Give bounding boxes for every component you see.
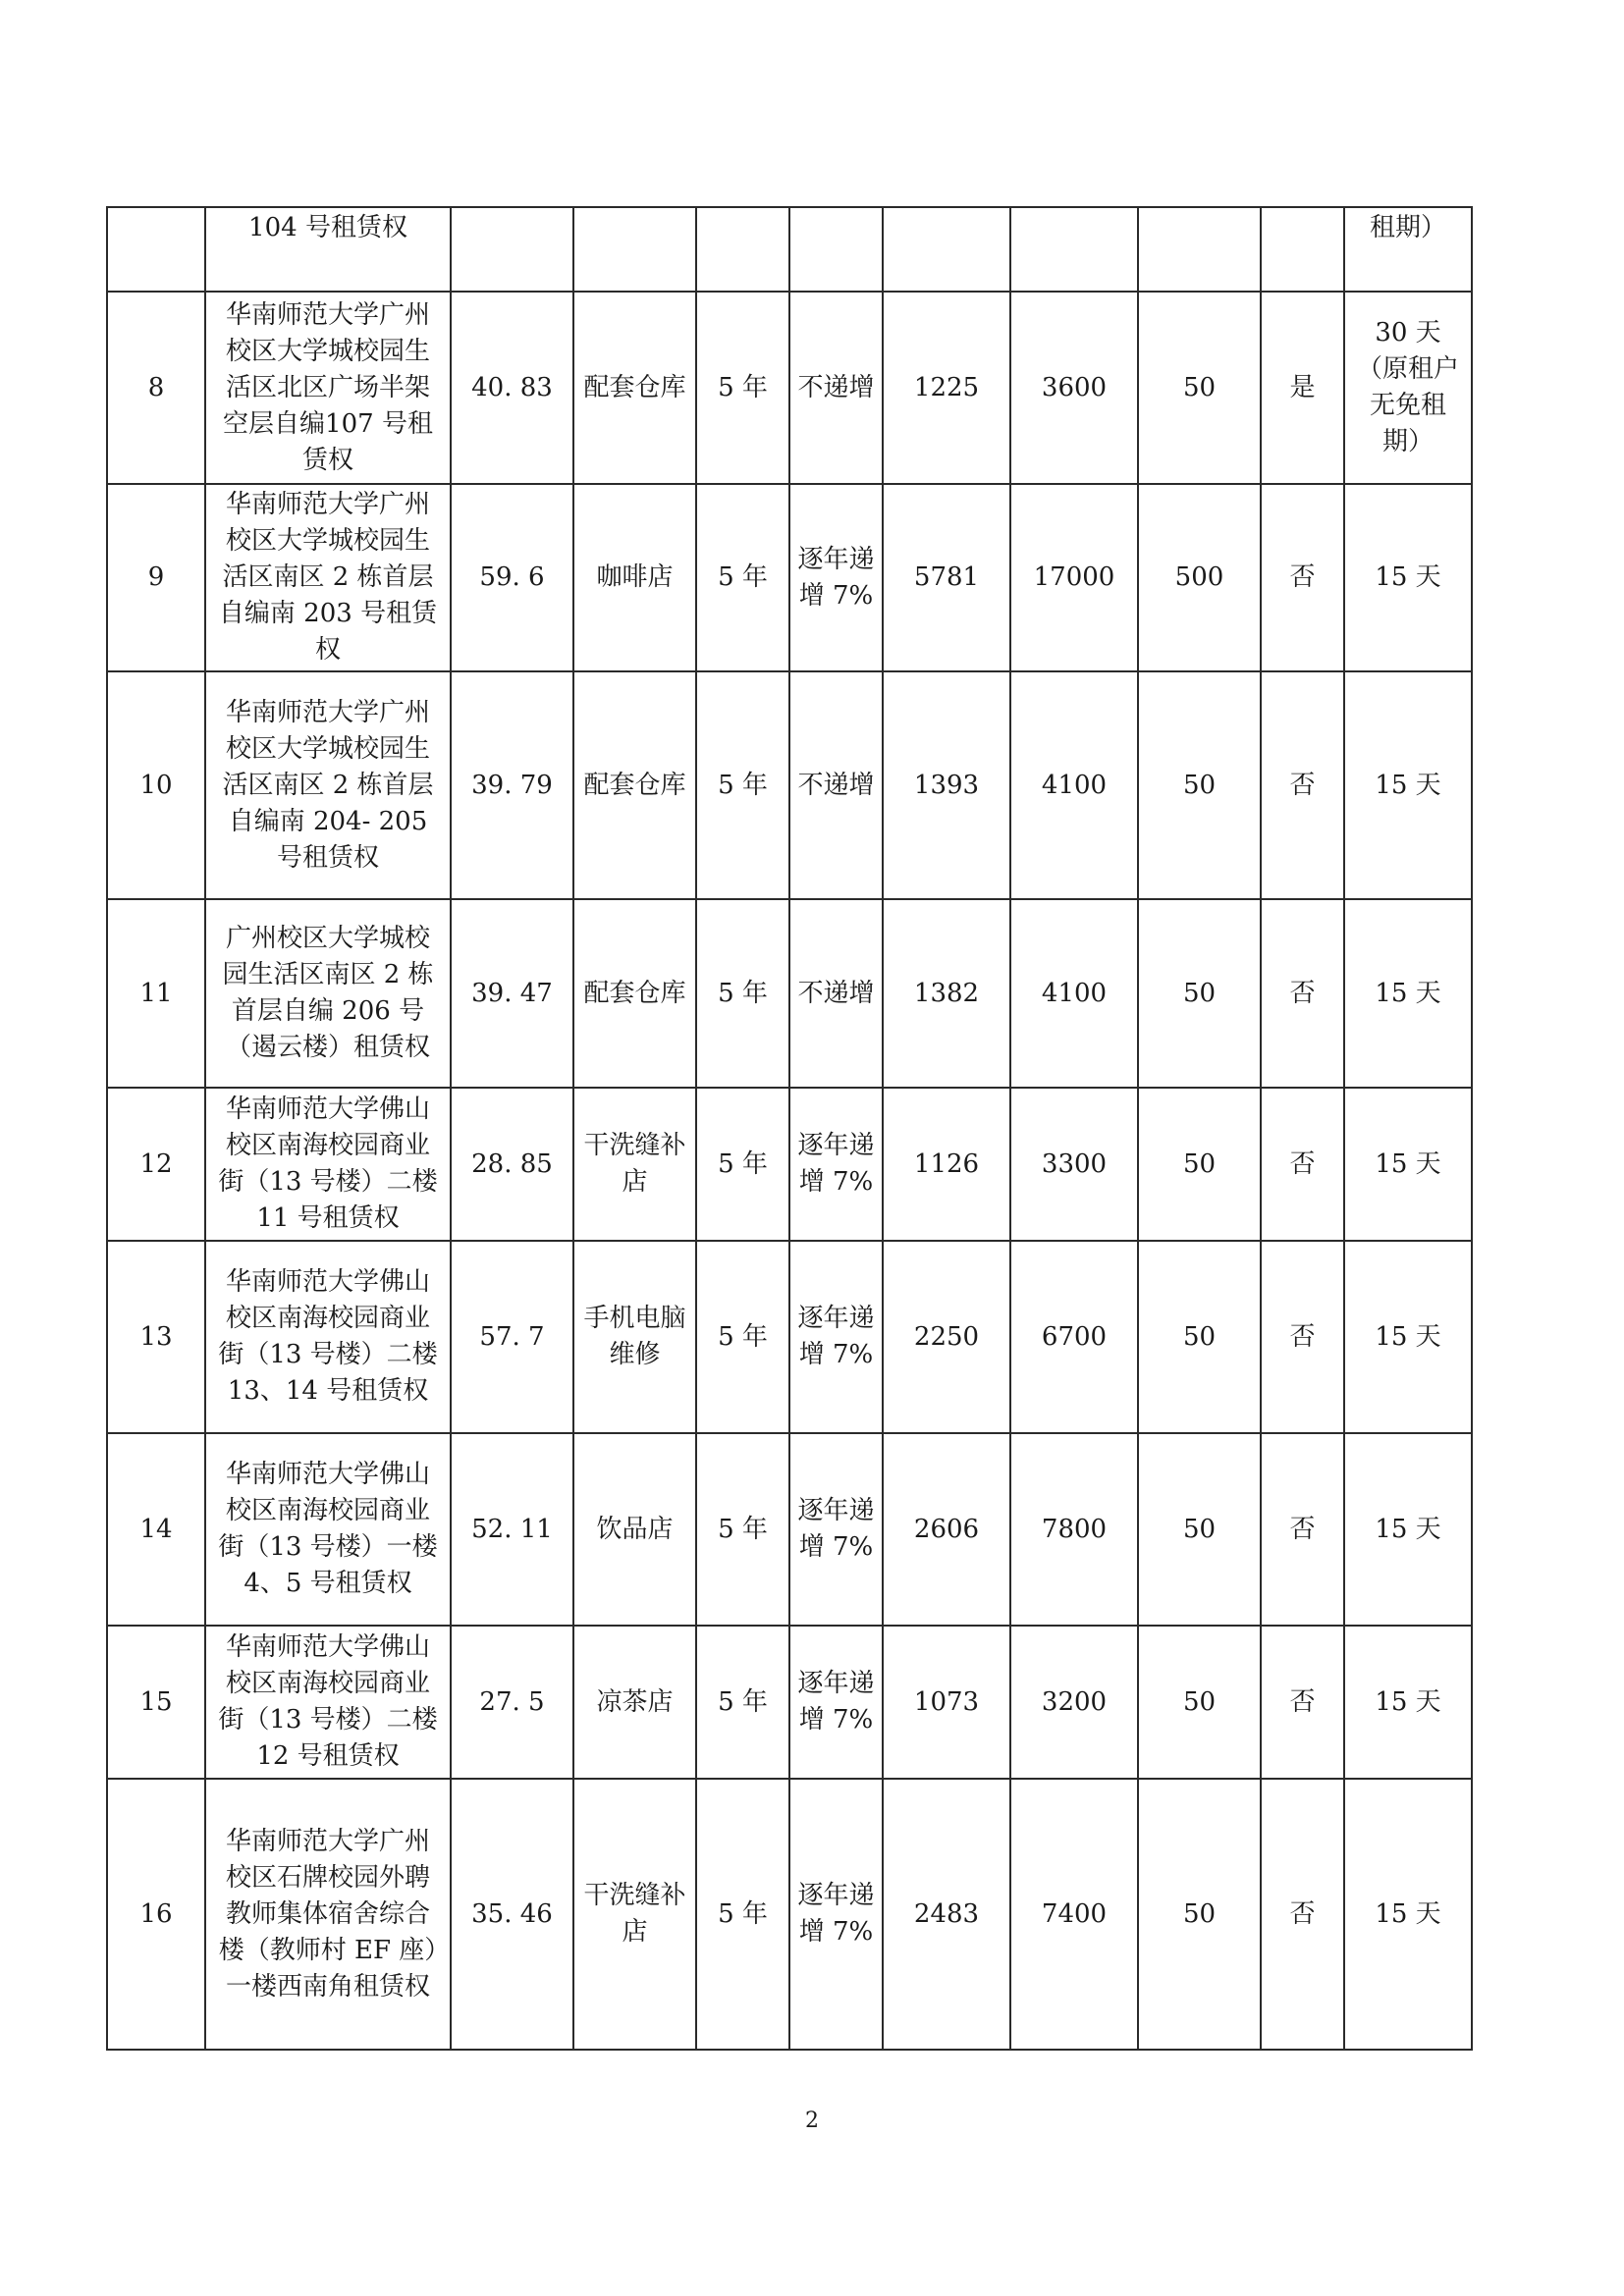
item-name-cell: 华南师范大学广州校区大学城校园生活区南区 2 栋首层自编南 204- 205 号租赁权 — [205, 671, 451, 899]
increase-cell: 不递增 — [789, 292, 883, 484]
area-cell: 57. 7 — [451, 1241, 573, 1433]
value-cell-2: 7800 — [1010, 1433, 1138, 1626]
flag-cell: 是 — [1261, 292, 1344, 484]
increase-cell: 逐年递增 7% — [789, 1779, 883, 2050]
value-cell-2: 6700 — [1010, 1241, 1138, 1433]
term-cell: 5 年 — [696, 1626, 789, 1779]
value-cell-1: 1382 — [883, 899, 1010, 1088]
value-cell-3: 50 — [1138, 1626, 1261, 1779]
area-cell: 52. 11 — [451, 1433, 573, 1626]
table-row — [107, 1088, 1472, 1241]
increase-cell — [789, 207, 883, 292]
table-row — [107, 484, 1472, 671]
lease-table-container — [106, 206, 1471, 2051]
table-row — [107, 1779, 1472, 2050]
free-period-cell: 15 天 — [1344, 1088, 1472, 1241]
use-cell: 手机电脑维修 — [573, 1241, 696, 1433]
table-row — [107, 1433, 1472, 1626]
free-period-cell: 租期） — [1344, 207, 1472, 292]
area-cell: 59. 6 — [451, 484, 573, 671]
value-cell-2: 3600 — [1010, 292, 1138, 484]
item-name-cell: 华南师范大学佛山校区南海校园商业街（13 号楼）二楼 12 号租赁权 — [205, 1626, 451, 1779]
value-cell-2: 17000 — [1010, 484, 1138, 671]
increase-cell: 逐年递增 7% — [789, 1433, 883, 1626]
value-cell-1 — [883, 207, 1010, 292]
use-cell: 配套仓库 — [573, 899, 696, 1088]
use-cell: 配套仓库 — [573, 292, 696, 484]
free-period-cell: 15 天 — [1344, 1626, 1472, 1779]
free-period-cell: 15 天 — [1344, 1241, 1472, 1433]
value-cell-1: 1073 — [883, 1626, 1010, 1779]
area-cell: 40. 83 — [451, 292, 573, 484]
row-number-cell: 14 — [107, 1433, 205, 1626]
free-period-cell: 30 天（原租户无免租期） — [1344, 292, 1472, 484]
value-cell-1: 2483 — [883, 1779, 1010, 2050]
page-number: 2 — [805, 2109, 819, 2133]
row-number-cell: 9 — [107, 484, 205, 671]
table-row — [107, 1241, 1472, 1433]
flag-cell — [1261, 207, 1344, 292]
item-name-cell: 华南师范大学广州校区石牌校园外聘教师集体宿舍综合楼（教师村 EF 座）一楼西南角租赁权 — [205, 1779, 451, 2050]
free-period-cell: 15 天 — [1344, 671, 1472, 899]
value-cell-1: 2250 — [883, 1241, 1010, 1433]
item-name-cell: 华南师范大学佛山校区南海校园商业街（13 号楼）二楼 13、14 号租赁权 — [205, 1241, 451, 1433]
use-cell: 干洗缝补店 — [573, 1779, 696, 2050]
flag-cell: 否 — [1261, 484, 1344, 671]
free-period-cell: 15 天 — [1344, 1433, 1472, 1626]
value-cell-1: 2606 — [883, 1433, 1010, 1626]
table-row — [107, 207, 1472, 292]
value-cell-3: 50 — [1138, 292, 1261, 484]
increase-cell: 不递增 — [789, 671, 883, 899]
area-cell — [451, 207, 573, 292]
row-number-cell: 16 — [107, 1779, 205, 2050]
flag-cell: 否 — [1261, 1433, 1344, 1626]
term-cell: 5 年 — [696, 1433, 789, 1626]
term-cell: 5 年 — [696, 1779, 789, 2050]
lease-table-body — [107, 207, 1472, 2050]
increase-cell: 不递增 — [789, 899, 883, 1088]
item-name-cell: 华南师范大学佛山校区南海校园商业街（13 号楼）二楼 11 号租赁权 — [205, 1088, 451, 1241]
increase-cell: 逐年递增 7% — [789, 1626, 883, 1779]
term-cell: 5 年 — [696, 899, 789, 1088]
increase-cell: 逐年递增 7% — [789, 1088, 883, 1241]
free-period-cell: 15 天 — [1344, 484, 1472, 671]
table-row — [107, 899, 1472, 1088]
value-cell-2: 4100 — [1010, 899, 1138, 1088]
flag-cell: 否 — [1261, 1241, 1344, 1433]
row-number-cell: 13 — [107, 1241, 205, 1433]
term-cell: 5 年 — [696, 484, 789, 671]
value-cell-1: 1393 — [883, 671, 1010, 899]
value-cell-3: 500 — [1138, 484, 1261, 671]
free-period-cell: 15 天 — [1344, 1779, 1472, 2050]
value-cell-1: 1126 — [883, 1088, 1010, 1241]
value-cell-2: 4100 — [1010, 671, 1138, 899]
area-cell: 39. 79 — [451, 671, 573, 899]
table-row — [107, 671, 1472, 899]
free-period-cell: 15 天 — [1344, 899, 1472, 1088]
row-number-cell: 15 — [107, 1626, 205, 1779]
flag-cell: 否 — [1261, 671, 1344, 899]
value-cell-3: 50 — [1138, 1088, 1261, 1241]
value-cell-3 — [1138, 207, 1261, 292]
increase-cell: 逐年递增 7% — [789, 484, 883, 671]
term-cell: 5 年 — [696, 1088, 789, 1241]
value-cell-2 — [1010, 207, 1138, 292]
value-cell-2: 3300 — [1010, 1088, 1138, 1241]
value-cell-3: 50 — [1138, 671, 1261, 899]
value-cell-1: 5781 — [883, 484, 1010, 671]
item-name-cell: 华南师范大学广州校区大学城校园生活区北区广场半架空层自编107 号租赁权 — [205, 292, 451, 484]
area-cell: 27. 5 — [451, 1626, 573, 1779]
item-name-cell: 华南师范大学佛山校区南海校园商业街（13 号楼）一楼 4、5 号租赁权 — [205, 1433, 451, 1626]
term-cell — [696, 207, 789, 292]
flag-cell: 否 — [1261, 1779, 1344, 2050]
flag-cell: 否 — [1261, 899, 1344, 1088]
item-name-cell: 华南师范大学广州校区大学城校园生活区南区 2 栋首层自编南 203 号租赁权 — [205, 484, 451, 671]
use-cell: 干洗缝补店 — [573, 1088, 696, 1241]
term-cell: 5 年 — [696, 671, 789, 899]
value-cell-3: 50 — [1138, 899, 1261, 1088]
row-number-cell: 11 — [107, 899, 205, 1088]
area-cell: 39. 47 — [451, 899, 573, 1088]
use-cell: 咖啡店 — [573, 484, 696, 671]
value-cell-2: 7400 — [1010, 1779, 1138, 2050]
term-cell: 5 年 — [696, 292, 789, 484]
flag-cell: 否 — [1261, 1088, 1344, 1241]
table-row — [107, 292, 1472, 484]
term-cell: 5 年 — [696, 1241, 789, 1433]
value-cell-3: 50 — [1138, 1241, 1261, 1433]
use-cell: 凉茶店 — [573, 1626, 696, 1779]
increase-cell: 逐年递增 7% — [789, 1241, 883, 1433]
value-cell-3: 50 — [1138, 1779, 1261, 2050]
row-number-cell: 12 — [107, 1088, 205, 1241]
area-cell: 35. 46 — [451, 1779, 573, 2050]
row-number-cell: 10 — [107, 671, 205, 899]
value-cell-2: 3200 — [1010, 1626, 1138, 1779]
flag-cell: 否 — [1261, 1626, 1344, 1779]
value-cell-3: 50 — [1138, 1433, 1261, 1626]
area-cell: 28. 85 — [451, 1088, 573, 1241]
row-number-cell: 8 — [107, 292, 205, 484]
value-cell-1: 1225 — [883, 292, 1010, 484]
table-row — [107, 1626, 1472, 1779]
use-cell — [573, 207, 696, 292]
item-name-cell: 广州校区大学城校园生活区南区 2 栋首层自编 206 号（遏云楼）租赁权 — [205, 899, 451, 1088]
use-cell: 配套仓库 — [573, 671, 696, 899]
item-name-cell: 104 号租赁权 — [205, 207, 451, 292]
use-cell: 饮品店 — [573, 1433, 696, 1626]
lease-table — [106, 206, 1473, 2051]
row-number-cell — [107, 207, 205, 292]
